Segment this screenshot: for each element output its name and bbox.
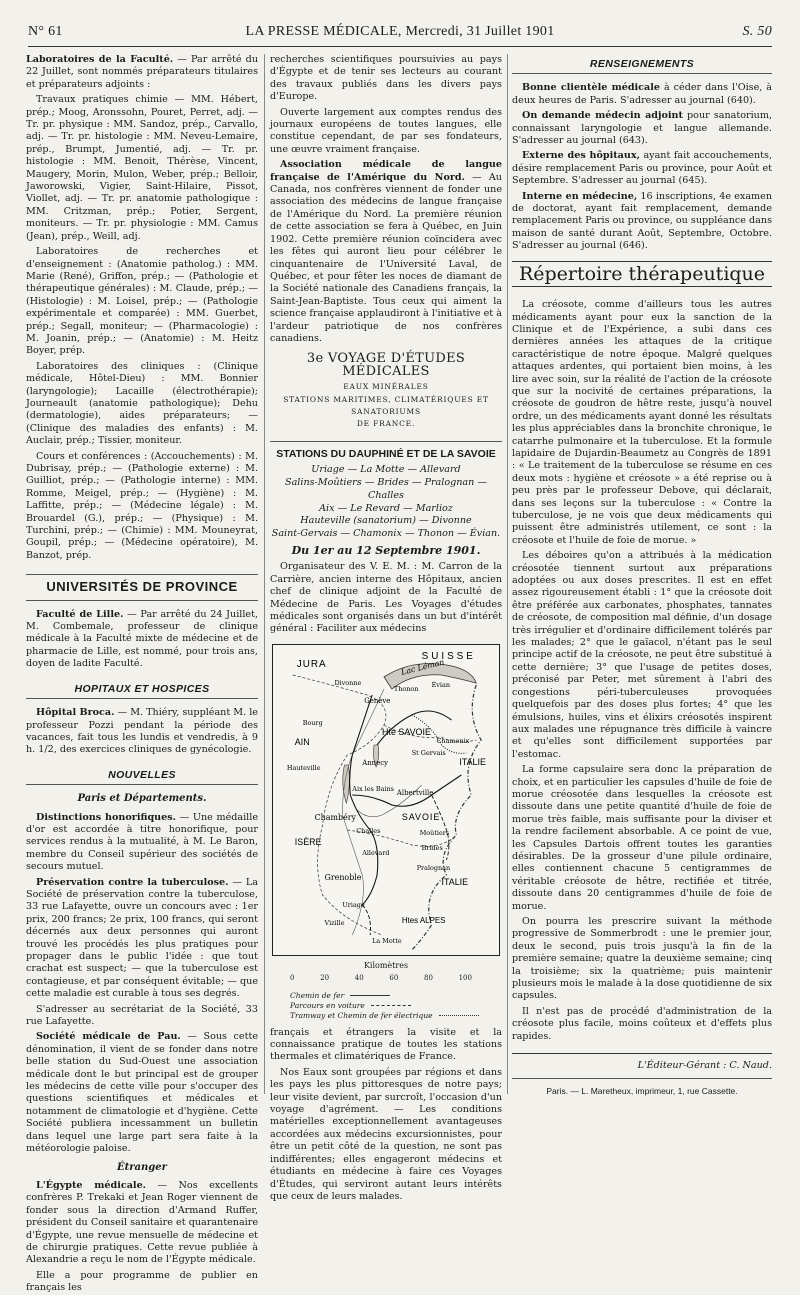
article-paragraph: recherches scientifiques poursuivies au pays d'Égypte et de tenir ses lecteurs au courant des travaux publiés dans les divers pays d'Europe. (270, 54, 502, 103)
article-text: — Une médaille d'or est accordée à titre honorifique, pour services rendus à la mutualité, à M. Le Baron, membre du Conseil supérieur des sociétés de secours mutuel. (26, 811, 258, 873)
article-paragraph: La créosote, comme d'ailleurs tous les autres médicaments ayant pour eux la sanction de la Clinique et de l'Expérience, a subi dans ces dernières années les attaques de la critique caractéristique de notre époque. Malgré quelques attaques ardentes, qui portaient bien moins, à les lire avec soin, sur la réalité de l'action de la créosote que sur la nocivité de certaines préparations, la créosote de goudron de hêtre reste, jusqu'à nouvel ordre, un des médicaments ayant donné les résultats les plus appréciables dans la bronchite chronique, le catarrhe pulmonaire et la tuberculose. Et la formule lapidaire de Dujardin-Beaumetz au Congrès de 1891 : « Le traitement de la tuberculose se résume en ces deux mots : hygiène et créosote » a été reprise ou à peu près par le professeur Debove, qui déclarait, dans ses leçons sur la tuberculose : « Contre la tuberculose, je ne vois que deux médicaments qui puissent être administrés utilement, ce sont : la créosote et l'huile de foie de morue. » (512, 299, 772, 546)
article-paragraph: Laboratoires des cliniques : (Clinique médicale, Hôtel-Dieu) : MM. Bonnier (laryngologie); Lacaille (électrothérapie); Journeault (anatomie pathologique); Dehu (dermatologie), aides préparateurs; — (Clinique des maladies des enfants) : M. Auclair, prép.; Tissier, moniteur. (26, 360, 258, 447)
map-label: Bourg (302, 718, 323, 727)
article-paragraph: Elle a pour programme de publier en français les (26, 1269, 258, 1294)
region-map (272, 644, 500, 956)
article-paragraph: S'adresser au secrétariat de la Société, 33 rue Lafayette. (26, 1003, 258, 1028)
map-label: La Motte (372, 936, 402, 945)
map-label: ISÈRE (294, 836, 322, 847)
section-title-universites: UNIVERSITÉS DE PROVINCE (26, 574, 258, 600)
ad-lead: Bonne clientèle médicale (522, 82, 660, 94)
stations-list: Uriage — La Motte — Allevard Salins-Moûtiers — Brides — Pralognan — Challes Aix — Le Revard — Marlioz Hauteville (sanatorium) — Divonne Saint-Gervais — Chamonix — Thonon — Évian. (271, 464, 501, 540)
map-label: Allevard (362, 848, 390, 857)
article-paragraph: Les déboires qu'on a attribués à la médication créosotée tiennent surtout aux préparations adoptées ou aux doses prescrites. Il est en effet assez rigoureusement établi : 1° que la créosote doit être préférée aux carbonates, phosphates, tannates de créosote, de composition mal définie, d'un dosage très irrégulier et d'ordinaire difficilement tolérés par les malades; 2° que le gaïacol, n'étant pas le seul principe actif de la créosote, ne peut être substitué à cette dernière; 3° que l'usage de petites doses, préconisé par Peter, met sûrement à l'abri des congestions péri-tuberculeuses provoquées quelquefois par des doses plus fortes; 4° que les émulsions, huiles, vins et élixirs créosotés inspirent aux malades une répugnance très difficile à vaincre et qu'elles sont difficilement supportées par l'estomac. (512, 550, 772, 760)
section-title-nouvelles: NOUVELLES (26, 769, 258, 785)
article-pau (26, 1031, 258, 1155)
map-label: Albertville (396, 788, 434, 797)
header-rule (28, 46, 772, 47)
article-text: — Par arrêté du 22 Juillet, sont nommés préparateurs titulaires et préparateurs adjoints : (26, 54, 258, 90)
map-label: Aix les Bains (352, 784, 395, 793)
issue-number: N° 61 (28, 24, 63, 39)
ad-lead: On demande médecin adjoint (522, 110, 683, 122)
map-label: Hauteville (286, 763, 321, 772)
map-label: SAVOIE (401, 811, 441, 822)
article-paragraph: Cours et conférences : (Accouchements) : M. Dubrisay, prép.; — (Pathologie externe) : M. Guilliot, prép.; — (Pathologie interne) : MM. Romme, Meigel, prép.; — (Hygiène) : M. Laffitte, prép.; — (Médecine légale) : M. Brouardel (G.), prép.; — (Physique) : M. Turchini, prép.; — (Chimie) : MM. Mouneyrat, Goupil, prép.; — (Médecine opératoire), M. Banzot, prép. (26, 450, 258, 561)
voyage-subtitle: STATIONS MARITIMES, CLIMATÉRIQUES ET SANATORIUMS (283, 394, 489, 416)
article-lead: Société médicale de Pau. (36, 1031, 181, 1043)
map-legend (290, 991, 502, 1021)
map-label: Htes ALPES (401, 915, 446, 925)
map-drawing (273, 645, 499, 955)
article-text: — Nos excellents confrères P. Trekaki et Jean Roger viennent de fonder sous la direction d'Armand Ruffer, président du Conseil sanitaire et quarantenaire d'Égypte, une revue mensuelle de médecine et de chirurgie pratiques. Cette revue publiée à Alexandrie a reçu le nom de l'Égypte médicale. (26, 1179, 258, 1266)
article-paragraph: Nos Eaux sont groupées par régions et dans les pays les plus pittoresques de notre pays; leur visite devient, par surcroît, l'occasion d'un voyage d'agrément. — Les conditions matérielles exceptionnellement avantageuses accordées aux médecins excursionnistes, pour être un petit côté de la question, ne sont pas indifférentes; elles engageront médecins et étudiants en médecine à faire ces Voyages d'Études, qui serviront autant leurs intérêts que ceux de leurs malades. (270, 1066, 502, 1202)
article-text: — Par arrêté du 24 Juillet, M. Combemale, professeur de clinique médicale à la Faculté mixte de médecine et de pharmacie de Lille, est nommé, pour trois ans, doyen de ladite Faculté. (26, 608, 258, 670)
article-preservation (26, 877, 258, 1001)
subhead-paris: Paris et Départements. (77, 793, 207, 805)
article-paragraph: La forme capsulaire sera donc la préparation de choix, et en particulier les capsules d'huile de foie de morue créosotée dans lesquelles la créosote est dissoute dans une petite quantité d'huile de foie de morue très faible, mais suffisante pour la diviser et la rendre facilement absorbable. A ce point de vue, les Capsules Dartois offrent toutes les garanties désirables. De la grosseur d'une pilule ordinaire, elles contiennent chacune 5 centigrammes de véritable créosote de hêtre, rectifiée et titrée, dissoute dans 20 centigrammes d'huile de foie de morue. (512, 764, 772, 912)
article-paragraph: Travaux pratiques chimie — MM. Hébert, prép.; Moog, Aronssohn, Pouret, Perret, adj. — Tr. pr. physique : MM. Sandoz, prép., Carvallo, adj. — Tr. pr. histologie : MM. Neveu-Lemaire, prép., Brumpt, Jumentié, adj. — Tr. pr. histologie : MM. Benoit, Thérèse, Vincent, Maugery, Morin, Mulon, Weber, prép.; Belloir, Jaworowski, Vigier, Saint-Hilaire, Pissot, Viollet, adj. — Tr. pr. anatomie pathologique : MM. Critzman, prép.; Potier, Sergent, moniteurs. — Tr. pr. physiologie : MM. Camus (Jean), prép., Weill, adj. (26, 94, 258, 242)
map-label: Évian (431, 680, 450, 689)
article-text: — M. Thiéry, suppléant M. le professeur Pozzi pendant la période des vacances, fait tous les lundis et vendredis, à 9 h. 1/2, des exercices cliniques de gynécologie. (26, 707, 258, 756)
map-label: SUISSE (421, 650, 476, 662)
article-broca (26, 707, 258, 757)
voyage-subtitle: EAUX MINÉRALES (343, 382, 429, 392)
article-lead: Préservation contre la tuberculose. (36, 876, 229, 888)
article-paragraph: français et étrangers la visite et la connaissance pratique de toutes les stations thermales et climatériques de France. (270, 1026, 502, 1063)
article-text: — Au Canada, nos confrères viennent de fonder une association des médecins de langue française de l'Amérique du Nord. La première réunion de cette association se fera à Québec, en Juin 1902. Cette première réunion coïncidera avec les fêtes qui auront lieu pour célébrer le cinquantenaire de l'Université Laval, de Québec, et pour fêter les noces de diamant de la Société nationale des Canadiens français, la Saint-Jean-Baptiste. Tous ceux qui aiment la science française applaudiront à l'initiative et à l'ardeur patriotique de nos confrères canadiens. (270, 171, 502, 344)
column-divider (507, 54, 508, 1094)
map-label: Vizille (324, 918, 345, 927)
map-label: ITALIE (441, 876, 469, 887)
ad-text: à céder dans l'Oise, à deux heures de Paris. S'adresser au journal (640). (512, 82, 772, 106)
map-label: Genève (364, 696, 391, 705)
map-label: Pralognan (416, 863, 451, 872)
column-divider (264, 54, 265, 1094)
column-2 (270, 54, 502, 1202)
ad-clientele (512, 82, 772, 107)
scale-tick: 80 (423, 974, 433, 983)
voyage-subtitle: DE FRANCE. (356, 419, 416, 429)
ad-interne (512, 191, 772, 253)
legend-line (350, 995, 390, 996)
subhead-etranger: Étranger (117, 1161, 167, 1173)
article-paragraph: Organisateur des V. E. M. : M. Carron de la Carrière, ancien interne des Hôpitaux, ancien chef de clinique adjoint de la Faculté de Médecine de Paris. Les Voyages d'études médicales sont organisés dans un but d'intérêt général : Faciliter aux médecins (270, 561, 502, 635)
article-text: — La Société de préservation contre la tuberculose, 33 rue Lafayette, ouvre un concours avec : 1er prix, 200 francs; 2e prix, 100 francs, qui seront décernés aux deux personnes qui auront trouvé les procédés les plus pratiques pour propager dans le public l'idée : que tout crachat est suspect; — que la tuberculose est contagieuse, et par conséquent évitable; — que cette maladie est curable à tous ses degrés. (26, 876, 258, 1000)
map-label: Hte SAVOIE (382, 726, 431, 737)
stations-title: STATIONS DU DAUPHINÉ ET DE LA SAVOIE (270, 441, 502, 460)
scale-tick: 40 (354, 974, 364, 983)
scale-tick: 0 (290, 974, 295, 983)
article-lead: Faculté de Lille. (36, 608, 124, 620)
legend-item-car (290, 1001, 502, 1011)
map-label: Chamonix (436, 736, 470, 745)
map-label: Moûtiers (419, 828, 450, 837)
legend-label: Tramway et Chemin de fer électrique (290, 1010, 433, 1020)
scale-tick: 60 (389, 974, 399, 983)
article-lead: L'Égypte médicale. (36, 1179, 147, 1191)
page-header (28, 24, 772, 42)
article-lead: Laboratoires de la Faculté. (26, 54, 174, 65)
article-egypte (26, 1180, 258, 1267)
ad-lead: Interne en médecine, (522, 190, 638, 202)
article-text: — Sous cette dénomination, il vient de se fonder dans notre belle station du Sud-Ouest une association médicale dont le but principal est de grouper les médecins de cette ville pour s'occuper des questions scientifiques et médicales et notamment de climatologie et d'hygiène. Cette Société publiera incessamment un bulletin dans lequel une large part sera faite à la météorologie paloise. (26, 1031, 258, 1155)
legend-label: Parcours en voiture (290, 1000, 365, 1010)
map-scale (290, 972, 472, 984)
legend-line (371, 1005, 411, 1006)
page-number: S. 50 (742, 24, 772, 39)
printer-line: Paris. — L. Maretheux, imprimeur, 1, rue Cassette. (512, 1078, 772, 1097)
article-paragraph: Il n'est pas de procédé d'administration de la créosote plus facile, moins coûteux et d'effets plus rapides. (512, 1005, 772, 1042)
section-title-repertoire: Répertoire thérapeutique (512, 261, 772, 287)
article-paragraph: On pourra les prescrire suivant la méthode progressive de Sommerbrodt : une le premier jour, deux le second, puis trois jusqu'à la fin de la première semaine; quatre la deuxième semaine; cinq la troisième; six la quatrième; puis maintenir plusieurs mois le malade à la dose quotidienne de six capsules. (512, 916, 772, 1002)
voyage-title: 3e VOYAGE D'ÉTUDES MÉDICALES (306, 351, 466, 379)
map-label: AIN (294, 736, 310, 747)
map-label: Divonne (334, 678, 362, 687)
scale-tick: 20 (320, 974, 330, 983)
map-label: JURA (296, 658, 327, 670)
legend-item-rail (290, 991, 502, 1001)
map-label: St Gervais (411, 748, 446, 757)
masthead-title: LA PRESSE MÉDICALE, Mercredi, 31 Juillet 1901 (245, 24, 555, 39)
article-laboratoires (26, 54, 258, 91)
map-label: Lac Léman (400, 657, 446, 677)
map-label: Grenoble (324, 872, 362, 882)
scale-tick: 100 (458, 974, 472, 983)
section-title-renseignements: RENSEIGNEMENTS (512, 58, 772, 74)
map-label: Thonon (393, 684, 419, 693)
map-scale-title: Kilomètres (363, 960, 409, 970)
section-title-hopitaux: HOPITAUX ET HOSPICES (26, 683, 258, 699)
legend-line (439, 1015, 479, 1016)
ad-text: ayant fait accouchements, désire remplacement Paris ou province, pour Août et Septembre. S'adresser au journal (645). (512, 150, 772, 187)
column-3 (512, 54, 772, 1104)
article-lille (26, 609, 258, 671)
article-paragraph: Laboratoires de recherches et d'enseignement : (Anatomie patholog.) : MM. Marie (René), Griffon, prép.; — (Pathologie et thérapeutique générales) : M. Claude, prép.; — (Histologie) : M. Loisel, prép.; — (Pathologie expérimentale et comparée) : MM. Guerbet, prép.; Segall, moniteur; — (Pharmacologie) : M. Joanin, prép.; — (Anatomie) : M. Heitz Boyer, prép. (26, 246, 258, 357)
ad-lead: Externe des hôpitaux, (522, 150, 640, 162)
column-1 (26, 54, 258, 1294)
map-label: Annecy (362, 758, 389, 767)
map-label: Uriage (342, 900, 365, 909)
article-paragraph: Ouverte largement aux comptes rendus des journaux européens de toutes langues, elle constitue cependant, de par ses fondateurs, une œuvre vraiment française. (270, 106, 502, 155)
ad-medecin-adjoint (512, 110, 772, 147)
article-lead: Hôpital Broca. (36, 707, 115, 719)
article-association (270, 159, 502, 345)
map-label: Challes (356, 826, 381, 835)
ad-text: pour sanatorium, connaissant laryngologie et langue allemande. S'adresser au journal (643). (512, 110, 772, 147)
legend-item-tram (290, 1011, 502, 1021)
editor-signature: L'Éditeur-Gérant : C. Naud. (512, 1053, 772, 1072)
voyage-dates: Du 1er au 12 Septembre 1901. (291, 543, 481, 557)
article-lead: Association médicale de langue française de l'Amérique du Nord. (270, 159, 502, 183)
ad-externe (512, 150, 772, 187)
article-distinctions (26, 812, 258, 874)
map-label: Brides (421, 843, 443, 852)
ad-text: 16 inscriptions, 4e examen de doctorat, ayant fait remplacement, demande remplacement Paris ou province, ou suppléance dans maison de santé durant Août, Septembre, Octobre. S'adresser au journal (646). (512, 190, 772, 252)
map-label: Chambéry (314, 812, 357, 822)
legend-label: Chemin de fer (290, 990, 345, 1000)
map-label: ITALIE (459, 756, 486, 767)
article-lead: Distinctions honorifiques. (36, 811, 176, 823)
